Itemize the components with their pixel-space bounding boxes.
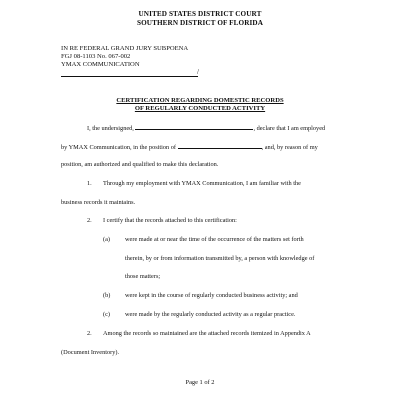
document-title-line2: OF REGULARLY CONDUCTED ACTIVITY bbox=[134, 105, 266, 112]
intro-text: , declare that I am employed bbox=[253, 125, 326, 132]
item-3-line2: (Document Inventory). bbox=[61, 349, 120, 356]
item-1-line1: Through my employment with YMAX Communication, I am familiar with the bbox=[103, 180, 301, 187]
subitem-b-line1: were kept in the course of regularly conducted business activity; and bbox=[125, 292, 298, 299]
case-caption-line1: IN RE FEDERAL GRAND JURY SUBPOENA bbox=[61, 45, 189, 52]
intro-line2 bbox=[61, 142, 318, 151]
subitem-a-line2: therein, by or from information transmitted by, a person with knowledge of bbox=[125, 255, 315, 262]
item-1-line2: business records it maintains. bbox=[61, 199, 136, 206]
intro-text: , and, by reason of my bbox=[261, 144, 318, 151]
case-caption-line3: YMAX COMMUNICATION bbox=[61, 61, 140, 68]
subitem-a-line3: those matters; bbox=[125, 273, 161, 280]
name-blank bbox=[135, 123, 253, 130]
caption-slash: / bbox=[197, 68, 199, 76]
court-name: UNITED STATES DISTRICT COURT bbox=[138, 10, 262, 18]
intro-text: by YMAX Communication, in the position of bbox=[61, 144, 177, 151]
subitem-b-label: (b) bbox=[103, 292, 111, 299]
page-number: Page 1 of 2 bbox=[185, 379, 215, 386]
item-3-line1: Among the records so maintained are the attached records itemized in Appendix A bbox=[103, 330, 311, 337]
subitem-a-label: (a) bbox=[103, 236, 110, 243]
item-number-2: 2. bbox=[87, 217, 92, 224]
court-district: SOUTHERN DISTRICT OF FLORIDA bbox=[136, 19, 263, 27]
intro-line3: position, am authorized and qualified to make this declaration. bbox=[61, 161, 219, 168]
position-blank bbox=[178, 142, 262, 149]
intro-text: I, the undersigned, bbox=[87, 125, 134, 132]
subitem-c-label: (c) bbox=[103, 311, 110, 318]
subitem-c-line1: were made by the regularly conducted activity as a regular practice. bbox=[125, 311, 296, 318]
intro-line1 bbox=[87, 123, 325, 132]
document-title-line1: CERTIFICATION REGARDING DOMESTIC RECORDS bbox=[116, 97, 284, 104]
item-2-text: I certify that the records attached to this certification: bbox=[103, 217, 237, 224]
caption-rule bbox=[61, 76, 198, 77]
item-number-1: 1. bbox=[87, 180, 92, 187]
item-number-3: 2. bbox=[87, 330, 92, 337]
subitem-a-line1: were made at or near the time of the occurrence of the matters set forth bbox=[125, 236, 304, 243]
case-caption-line2: FGJ 08-1103 No. 067-002 bbox=[61, 53, 131, 60]
